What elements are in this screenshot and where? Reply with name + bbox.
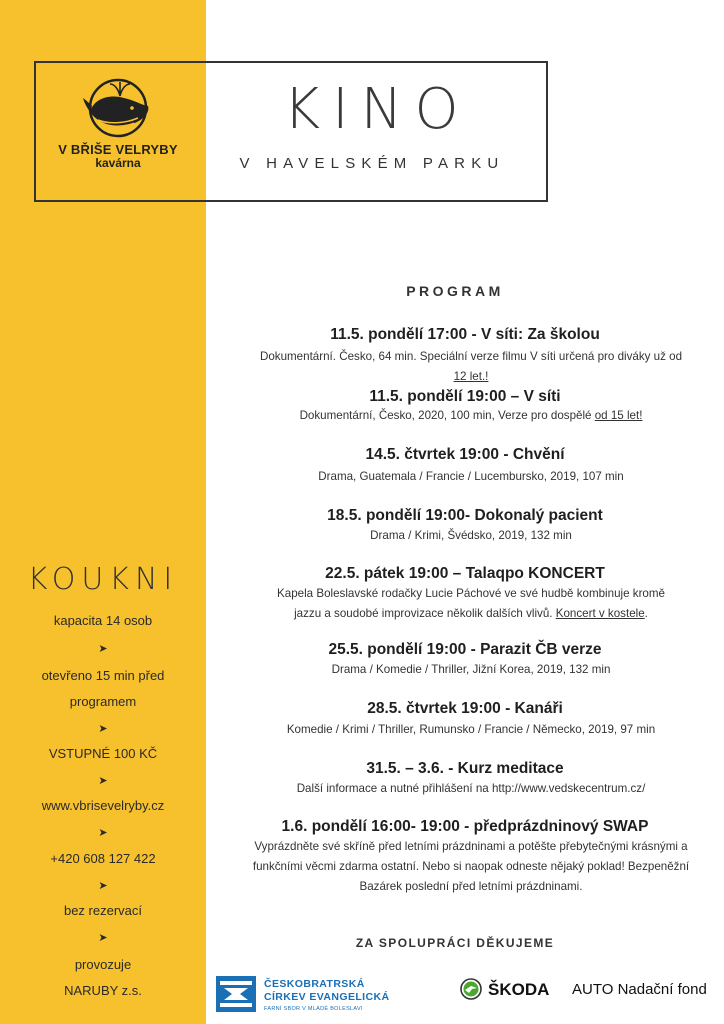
event-description <box>226 837 716 897</box>
event-title: 14.5. čtvrtek 19:00 - Chvění <box>365 446 565 463</box>
program-heading: PROGRAM <box>406 283 504 299</box>
event-description: Další informace a nutné přihlášení na http://www.vedskecentrum.cz/ <box>296 782 646 795</box>
arrow-icon: ➤ <box>98 643 108 655</box>
event-title: 25.5. pondělí 19:00 - Parazit ČB verze <box>328 641 602 658</box>
event-description <box>226 406 716 426</box>
event-desc-line: Dokumentární, Česko, 2020, 100 min, Verze pro dospělé <box>299 409 595 422</box>
chalice-cross-icon <box>216 976 256 1012</box>
info-opening-cont: programem <box>69 694 137 709</box>
event-title: 28.5. čtvrtek 19:00 - Kanáři <box>367 700 563 717</box>
info-operator-name: NARUBY z.s. <box>64 983 142 998</box>
sponsor-skoda-logo <box>460 978 720 1002</box>
skoda-fund-name: AUTO Nadační fond <box>572 981 707 998</box>
event-desc-line: Dokumentární. Česko, 64 min. Speciální verze filmu V síti určená pro diváky už od <box>259 350 683 363</box>
info-website: www.vbrisevelryby.cz <box>41 798 165 813</box>
event-description: Drama / Komedie / Thriller, Jižní Korea, 2019, 132 min <box>331 663 611 676</box>
event-desc-link: Koncert v kostele <box>555 607 645 620</box>
event-desc-line: funkčními věcmi zdarma ostatní. Nebo si naopak odneste nějaký poklad! Bezpeněžní <box>252 860 690 873</box>
event-desc-line: Kapela Boleslavské rodačky Lucie Páchové ve své hudbě kombinuje kromě <box>277 587 665 600</box>
thanks-heading: ZA SPOLUPRÁCI DĚKUJEME <box>355 936 555 950</box>
info-reservation: bez rezervací <box>63 903 143 918</box>
event-desc-line: Vyprázdněte své skříně před letními prázdninami a potěšte přebytečnými krásnými a <box>254 840 688 853</box>
sponsor-ece-line3: FARNÍ SBOR V MLADÉ BOLESLAVI <box>264 1006 363 1012</box>
event-description: Drama / Krimi, Švédsko, 2019, 132 min <box>370 529 572 542</box>
logo-subname: kavárna <box>95 156 141 170</box>
event-description <box>226 347 716 387</box>
page-subtitle: V HAVELSKÉM PARKU <box>239 155 505 172</box>
arrow-icon: ➤ <box>98 880 108 892</box>
logo-name: V BŘIŠE VELRYBY <box>58 142 178 157</box>
event-title: 11.5. pondělí 19:00 – V síti <box>369 388 561 405</box>
sponsor-ece-line2: CÍRKEV EVANGELICKÁ <box>264 991 390 1003</box>
sidebar-heading: KOUKNI <box>27 562 179 597</box>
skoda-arrow-icon <box>460 978 482 1000</box>
info-price: VSTUPNÉ 100 KČ <box>48 746 158 761</box>
info-phone: +420 608 127 422 <box>50 851 156 866</box>
event-title: 1.6. pondělí 16:00- 19:00 - předprázdninový SWAP <box>281 818 649 835</box>
whale-logo-icon <box>80 76 156 138</box>
event-description: Drama, Guatemala / Francie / Lucembursko, 2019, 107 min <box>318 470 624 483</box>
info-opening: otevřeno 15 min před <box>41 668 165 683</box>
event-description: Komedie / Krimi / Thriller, Rumunsko / Francie / Německo, 2019, 97 min <box>286 723 656 736</box>
event-title: 18.5. pondělí 19:00- Dokonalý pacient <box>327 507 603 524</box>
event-desc-link: 12 let.! <box>453 370 489 383</box>
sponsor-ece-line1: ČESKOBRATRSKÁ <box>264 978 365 990</box>
arrow-icon: ➤ <box>98 827 108 839</box>
event-title: 22.5. pátek 19:00 – Talaqpo KONCERT <box>325 565 605 582</box>
skoda-brand: ŠKODA <box>488 980 550 999</box>
event-title: 31.5. – 3.6. - Kurz meditace <box>366 760 564 777</box>
event-desc-link: od 15 let! <box>594 409 643 422</box>
page-title: KINO <box>283 77 471 142</box>
sponsor-ece-logo <box>216 972 416 1016</box>
info-operator-label: provozuje <box>74 957 132 972</box>
arrow-icon: ➤ <box>98 932 108 944</box>
cafe-logo <box>50 76 186 186</box>
event-desc-line: Bazárek poslední před letními prázdninami. <box>359 880 583 893</box>
arrow-icon: ➤ <box>98 723 108 735</box>
info-capacity: kapacita 14 osob <box>53 613 153 628</box>
arrow-icon: ➤ <box>98 775 108 787</box>
event-title: 11.5. pondělí 17:00 - V síti: Za školou <box>330 326 600 343</box>
event-desc-line: jazzu a soudobé improvizace několik dalších vlivů. <box>294 607 556 620</box>
event-description: Kapela Boleslavské rodačky Lucie Páchové ve své hudbě kombinuje kromě jazzu a soudobé improvizace několik dalších vlivů. Koncert v kostele. <box>226 584 716 624</box>
